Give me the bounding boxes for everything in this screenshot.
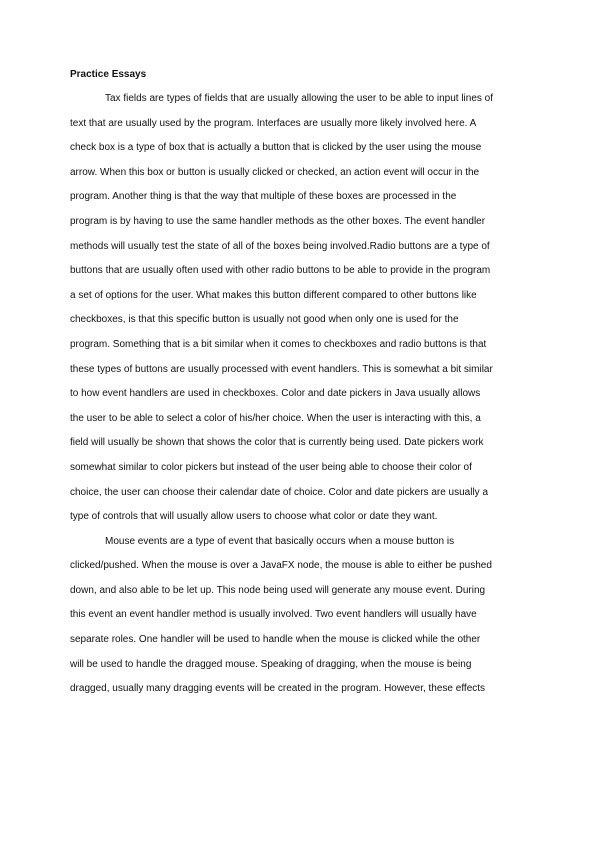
paragraph-line: this event an event handler method is usually involved. Two event handlers will usually have bbox=[70, 609, 477, 621]
paragraph-line: Tax fields are types of fields that are usually allowing the user to be able to input lines of bbox=[105, 93, 494, 104]
paragraph-line: a set of options for the user. What makes this button different compared to other buttons like bbox=[70, 289, 477, 301]
paragraph-2 bbox=[70, 530, 522, 702]
paragraph-line: Mouse events are a type of event that basically occurs when a mouse button is bbox=[105, 535, 455, 547]
paragraph-line: down, and also able to be let up. This node being used will generate any mouse event. During bbox=[70, 584, 486, 596]
paragraph-line: buttons that are usually often used with other radio buttons to be able to provide in the program bbox=[70, 265, 491, 277]
paragraph-line: somewhat similar to color pickers but instead of the user being able to choose their color of bbox=[70, 461, 472, 473]
paragraph-line: type of controls that will usually allow users to choose what color or date they want. bbox=[70, 511, 438, 523]
paragraph-line: dragged, usually many dragging events will be created in the program. However, these effects bbox=[70, 683, 486, 695]
paragraph-line: arrow. When this box or button is usually clicked or checked, an action event will occur in the bbox=[70, 166, 480, 178]
paragraph-line: choice, the user can choose their calendar date of choice. Color and date pickers are usually a bbox=[70, 486, 489, 498]
paragraph-line: checkboxes, is that this specific button is usually not good when only one is used for the bbox=[70, 314, 459, 326]
paragraph-line: program is by having to use the same handler methods as the other boxes. The event handler bbox=[70, 215, 486, 227]
paragraph-1 bbox=[70, 87, 522, 530]
paragraph-line: to how event handlers are used in checkboxes. Color and date pickers in Java usually allows bbox=[70, 388, 481, 400]
paragraph-line: the user to be able to select a color of his/her choice. When the user is interacting with this, a bbox=[70, 412, 481, 424]
paragraph-line: check box is a type of box that is actually a button that is clicked by the user using the mouse bbox=[70, 142, 482, 154]
paragraph-line: methods will usually test the state of all of the boxes being involved.Radio buttons are a type of bbox=[70, 240, 490, 252]
paragraph-line: these types of buttons are usually processed with event handlers. This is somewhat a bit similar bbox=[70, 363, 493, 375]
document-title: Practice Essays bbox=[70, 69, 147, 80]
paragraph-line: program. Something that is a bit similar when it comes to checkboxes and radio buttons is that bbox=[70, 338, 487, 350]
paragraph-line: separate roles. One handler will be used to handle when the mouse is clicked while the other bbox=[70, 634, 481, 646]
paragraph-line: program. Another thing is that the way that multiple of these boxes are processed in the bbox=[70, 191, 457, 203]
paragraph-line: text that are usually used by the program. Interfaces are usually more likely involved here. A bbox=[70, 117, 477, 129]
document-body bbox=[70, 68, 522, 702]
paragraph-line: will be used to handle the dragged mouse. Speaking of dragging, when the mouse is being bbox=[70, 658, 472, 670]
paragraph-line: clicked/pushed. When the mouse is over a JavaFX node, the mouse is able to either be pushed bbox=[70, 560, 492, 572]
paragraph-line: field will usually be shown that shows the color that is currently being used. Date pickers work bbox=[70, 437, 484, 449]
